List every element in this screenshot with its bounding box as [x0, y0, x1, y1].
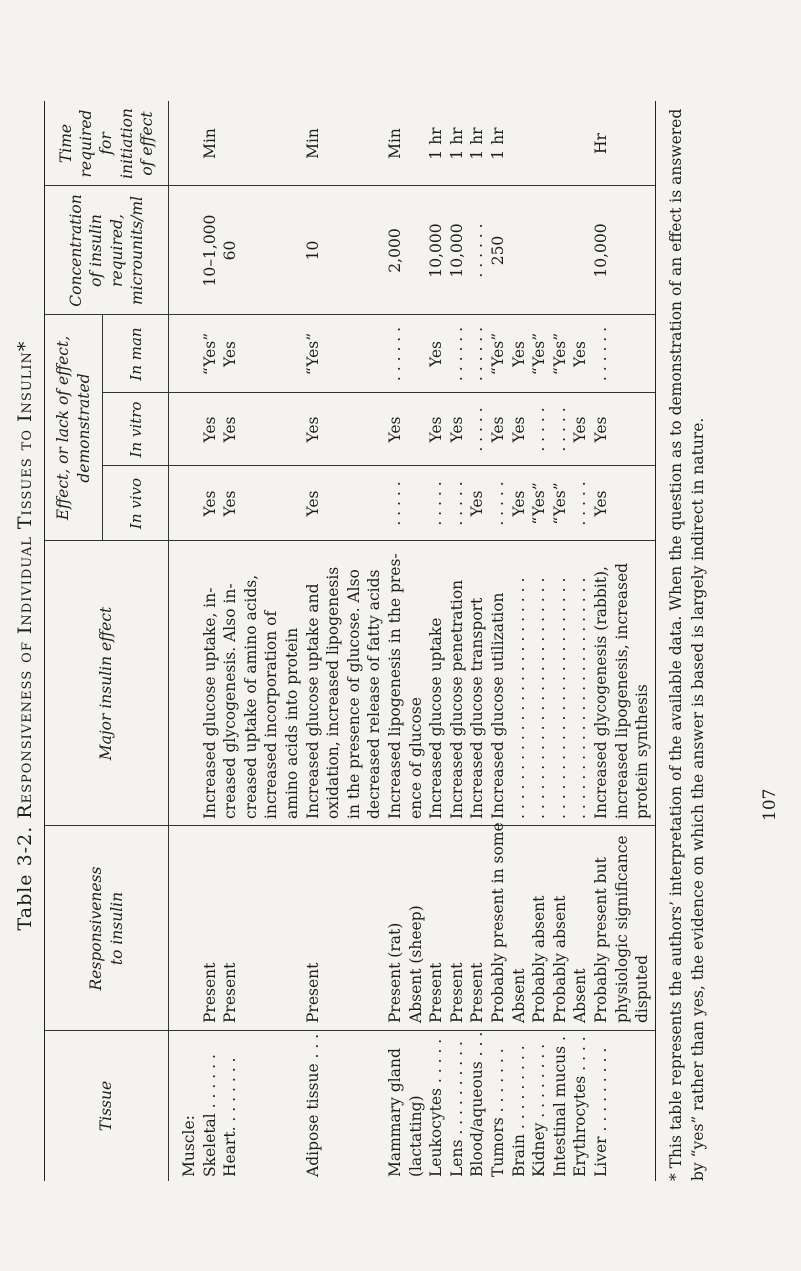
in-vitro-cell: . . . . . [468, 407, 487, 452]
header-responsiveness: Responsiveness to insulin [45, 826, 169, 1031]
in-man-cell: . . . . . . [592, 326, 610, 382]
in-vitro-cell: Yes [592, 416, 610, 443]
in-vivo-cell: Yes [303, 490, 322, 517]
responsiveness-cell: disputed [633, 954, 652, 1023]
in-man-cell: Yes [509, 341, 528, 368]
in-vitro-cell: Yes [303, 416, 322, 443]
concentration-cell: 250 [489, 235, 507, 266]
effect-cell: Increased glycogenesis (rabbit), [592, 566, 610, 819]
in-vitro-cell: Yes [509, 416, 528, 443]
effect-cell: Increased lipogenesis in the pres- [386, 553, 404, 819]
effect-cell: . . . . . . . . . . . . . . . . . . . . . . . . . [530, 577, 549, 819]
tissue-cell: Erythrocytes . . . . [571, 1036, 590, 1177]
tissue-cell: Adipose tissue . . . [303, 1033, 322, 1177]
responsiveness-cell: Present [200, 962, 219, 1023]
header-major-effect: Major insulin effect [45, 541, 169, 826]
concentration-cell: . . . . . . [468, 223, 487, 278]
effect-cell: increased incorporation of [262, 610, 281, 819]
concentration-cell: 10 [303, 240, 322, 261]
in-vitro-cell: Yes [427, 416, 446, 443]
tissue-cell: Heart. . . . . . . . [221, 1057, 240, 1177]
in-vivo-cell: Yes [468, 490, 487, 517]
page-number: 107 [760, 788, 780, 821]
responsiveness-cell: Probably present in some [489, 822, 507, 1023]
responsiveness-cell: Absent (sheep) [406, 905, 425, 1023]
tissue-cell: Leukocytes . . . . . [427, 1038, 446, 1177]
footnote-line: by “yes” rather than yes, the evidence on which the answer is based is largely indirect in nature. [689, 417, 707, 1181]
effect-cell: ence of glucose [406, 697, 425, 819]
in-vitro-cell: . . . . . [530, 407, 549, 452]
effect-cell: decreased release of fatty acids [365, 569, 384, 819]
in-vivo-cell: . . . . . [386, 481, 404, 526]
effect-cell: in the presence of glucose. Also [344, 569, 363, 819]
concentration-cell: 60 [221, 240, 240, 261]
in-vivo-cell: “Yes” [550, 482, 569, 525]
effect-cell: Increased glucose uptake [427, 617, 446, 819]
concentration-cell: 2,000 [386, 228, 404, 273]
tissue-cell: Muscle: [180, 1115, 198, 1177]
effect-cell: . . . . . . . . . . . . . . . . . . . . . . . . . [571, 577, 590, 819]
header-in-vitro: In vitro [103, 393, 169, 466]
responsiveness-cell: physiologic significance [612, 835, 631, 1023]
tissue-cell: Skeletal . . . . . . [200, 1054, 219, 1177]
tissue-cell: Lens . . . . . . . . . . [447, 1041, 466, 1177]
concentration-cell: 10,000 [447, 223, 466, 278]
time-cell: 1 hr [427, 127, 446, 160]
responsiveness-cell: Probably absent [530, 895, 549, 1023]
footnote [665, 91, 709, 1181]
column-divider [103, 465, 655, 466]
in-man-cell: “Yes” [200, 332, 219, 376]
in-man-cell: “Yes” [489, 332, 507, 376]
time-cell: Hr [592, 133, 610, 154]
effect-cell: . . . . . . . . . . . . . . . . . . . . . . . . . [550, 577, 569, 819]
time-cell: Min [386, 128, 404, 159]
in-vitro-cell: . . . . . [550, 407, 569, 452]
effect-cell: . . . . . . . . . . . . . . . . . . . . . . . . . [509, 577, 528, 819]
in-man-cell: . . . . . . [447, 326, 466, 382]
effect-cell: increased lipogenesis, increased [612, 562, 631, 819]
in-man-cell: “Yes” [530, 332, 549, 376]
footnote-line: * This table represents the authors’ interpretation of the available data. When the question as to demonstration of an effect is answered [667, 108, 685, 1181]
time-cell: Min [200, 128, 219, 159]
responsiveness-cell: Probably present but [592, 857, 610, 1023]
in-man-cell: . . . . . . [468, 326, 487, 382]
header-concentration: Concentration of insulin required, microunits/ml [45, 186, 169, 315]
concentration-cell: 10,000 [427, 223, 446, 278]
responsiveness-cell: Absent [571, 968, 590, 1023]
table-title-prefix: Table 3-2. [14, 825, 36, 931]
effect-cell: oxidation, increased lipogenesis [324, 566, 343, 819]
header-time: Time required for initiation of effect [45, 101, 169, 186]
in-vivo-cell: Yes [509, 490, 528, 517]
effect-cell: amino acids into protein [283, 627, 301, 819]
effect-cell: Increased glucose utilization [489, 592, 507, 819]
responsiveness-cell: Present [303, 962, 322, 1023]
header-tissue: Tissue [45, 1031, 169, 1181]
in-man-cell: Yes [571, 341, 590, 368]
time-cell: Min [303, 128, 322, 159]
in-vivo-cell: Yes [221, 490, 240, 517]
in-vivo-cell: “Yes” [530, 482, 549, 525]
tissue-cell: Blood/aqueous . . . [468, 1031, 487, 1177]
responsiveness-cell: Present [427, 962, 446, 1023]
in-man-cell: “Yes” [303, 332, 322, 376]
effect-cell: creased glycogenesis. Also in- [221, 583, 240, 819]
tissue-cell: Mammary gland [386, 1048, 404, 1177]
in-vitro-cell: Yes [221, 416, 240, 443]
tissue-cell: Liver . . . . . . . . . [592, 1047, 610, 1177]
effect-cell: Increased glucose transport [468, 597, 487, 819]
in-vivo-cell: . . . . . [447, 481, 466, 526]
in-vitro-cell: Yes [447, 416, 466, 443]
table-title-text: Responsiveness of Individual Tissues to Insulin* [14, 340, 36, 819]
tissue-cell: Intestinal mucus . [550, 1036, 569, 1177]
time-cell: 1 hr [468, 127, 487, 160]
insulin-table [44, 101, 656, 1181]
in-man-cell: . . . . . . [386, 326, 404, 382]
in-vivo-cell: . . . . . [489, 481, 507, 526]
time-cell: 1 hr [489, 127, 507, 160]
time-cell: 1 hr [447, 127, 466, 160]
effect-cell: Increased glucose penetration [447, 579, 466, 819]
responsiveness-cell: Absent [509, 968, 528, 1023]
responsiveness-cell: Probably absent [550, 895, 569, 1023]
in-vitro-cell: Yes [571, 416, 590, 443]
concentration-cell: 10–1,000 [200, 214, 219, 287]
in-man-cell: Yes [221, 341, 240, 368]
in-vivo-cell: . . . . . [571, 481, 590, 526]
in-vitro-cell: Yes [386, 416, 404, 443]
header-in-man: In man [103, 315, 169, 393]
in-man-cell: “Yes” [550, 332, 569, 376]
concentration-cell: 10,000 [592, 223, 610, 278]
tissue-cell: Kidney . . . . . . . . [530, 1043, 549, 1177]
effect-cell: Increased glucose uptake and [303, 583, 322, 819]
in-vivo-cell: Yes [592, 490, 610, 517]
tissue-cell: Tumors . . . . . . . [489, 1048, 507, 1177]
header-effect-group: Effect, or lack of effect, demonstrated [45, 315, 103, 541]
in-vitro-cell: Yes [200, 416, 219, 443]
responsiveness-cell: Present [468, 962, 487, 1023]
tissue-cell: (lactating) [406, 1095, 425, 1177]
header-in-vivo: In vivo [103, 466, 169, 541]
responsiveness-cell: Present [221, 962, 240, 1023]
in-vivo-cell: Yes [200, 490, 219, 517]
tissue-cell: Brain . . . . . . . . . [509, 1045, 528, 1177]
responsiveness-cell: Present [447, 962, 466, 1023]
in-man-cell: Yes [427, 341, 446, 368]
effect-cell: protein synthesis [633, 684, 652, 819]
effect-cell: creased uptake of amino acids, [241, 574, 260, 819]
responsiveness-cell: Present (rat) [386, 922, 404, 1023]
column-divider [103, 392, 655, 393]
in-vivo-cell: . . . . . [427, 481, 446, 526]
table-title [14, 0, 36, 1271]
effect-cell: Increased glucose uptake, in- [200, 587, 219, 819]
in-vitro-cell: Yes [489, 416, 507, 443]
